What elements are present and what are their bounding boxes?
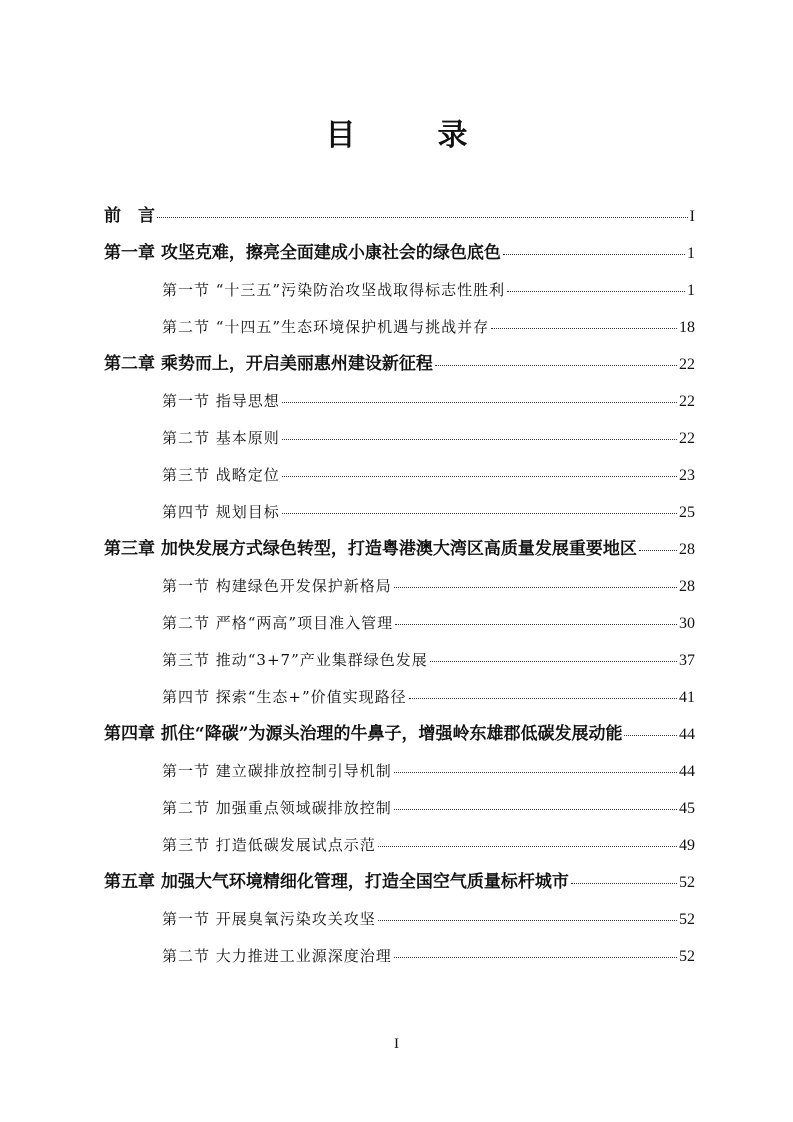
dot-leader	[435, 365, 677, 366]
toc-entry-label: 第一节 指导思想	[162, 392, 280, 410]
dot-leader	[157, 217, 688, 218]
toc-chapter-entry	[104, 531, 695, 568]
toc-section-entry	[104, 901, 695, 938]
toc-entry-page: 1	[687, 282, 695, 299]
toc-section-entry	[104, 272, 695, 309]
toc-section-entry	[104, 494, 695, 531]
toc-entry-label: 第二节 基本原则	[162, 429, 280, 447]
toc-entry-label: 第三节 推动“3+7”产业集群绿色发展	[162, 651, 428, 669]
toc-entry-page: 30	[679, 615, 695, 632]
toc-section-entry	[104, 938, 695, 975]
toc-entry-label: 第四节 探索“生态+”价值实现路径	[162, 688, 407, 706]
toc-entry-page: 45	[679, 800, 695, 817]
toc-entry-label: 第二节 大力推进工业源深度治理	[162, 947, 392, 965]
toc-entry-label: 前 言	[104, 206, 155, 226]
toc-section-entry	[104, 568, 695, 605]
page-title: 目 录	[325, 118, 494, 153]
toc-entry-page: 44	[679, 763, 695, 780]
toc-chapter-entry	[104, 198, 695, 235]
toc-entry-page: 28	[679, 578, 695, 595]
toc-entry-page: 22	[679, 393, 695, 410]
dot-leader	[394, 957, 677, 958]
toc-entry-page: 28	[679, 541, 695, 558]
toc-entry-page: 49	[679, 837, 695, 854]
toc-entry-label: 第二章 乘势而上，开启美丽惠州建设新征程	[104, 354, 433, 374]
toc-entry-label: 第四节 规划目标	[162, 503, 280, 521]
toc-entry-page: 22	[679, 430, 695, 447]
dot-leader	[571, 883, 677, 884]
toc-entry-page: 22	[679, 356, 695, 373]
dot-leader	[394, 587, 677, 588]
toc-entry-label: 第二节 严格“两高”项目准入管理	[162, 614, 394, 632]
toc-entry-label: 第一节 建立碳排放控制引导机制	[162, 762, 392, 780]
toc-section-entry	[104, 420, 695, 457]
dot-leader	[430, 661, 677, 662]
toc-entry-label: 第五章 加强大气环境精细化管理，打造全国空气质量标杆城市	[104, 872, 569, 892]
toc-section-entry	[104, 827, 695, 864]
toc-entry-label: 第二节 加强重点领域碳排放控制	[162, 799, 392, 817]
page-number: I	[394, 1036, 399, 1052]
toc-entry-label: 第三节 打造低碳发展试点示范	[162, 836, 376, 854]
dot-leader	[282, 402, 677, 403]
dot-leader	[624, 735, 677, 736]
toc-section-entry	[104, 642, 695, 679]
dot-leader	[395, 624, 677, 625]
dot-leader	[409, 698, 677, 699]
toc-entry-page: 44	[679, 726, 695, 743]
toc-entry-page: 52	[679, 948, 695, 965]
dot-leader	[639, 550, 677, 551]
toc-chapter-entry	[104, 716, 695, 753]
dot-leader	[282, 439, 677, 440]
toc-entry-page: 52	[679, 874, 695, 891]
toc-entry-page: 41	[679, 689, 695, 706]
toc-entry-page: 37	[679, 652, 695, 669]
toc-section-entry	[104, 309, 695, 346]
toc-section-entry	[104, 383, 695, 420]
dot-leader	[491, 328, 677, 329]
toc-entry-page: 18	[679, 319, 695, 336]
toc-chapter-entry	[104, 864, 695, 901]
dot-leader	[394, 809, 677, 810]
dot-leader	[282, 476, 677, 477]
dot-leader	[507, 291, 685, 292]
toc-entry-label: 第三章 加快发展方式绿色转型，打造粤港澳大湾区高质量发展重要地区	[104, 539, 637, 559]
toc-entry-label: 第一节 构建绿色开发保护新格局	[162, 577, 392, 595]
toc-entry-label: 第一节 开展臭氧污染攻关攻坚	[162, 910, 376, 928]
dot-leader	[394, 772, 677, 773]
toc-entry-page: 25	[679, 504, 695, 521]
toc-section-entry	[104, 457, 695, 494]
toc-entry-label: 第三节 战略定位	[162, 466, 280, 484]
toc-section-entry	[104, 679, 695, 716]
toc-chapter-entry	[104, 346, 695, 383]
toc-section-entry	[104, 753, 695, 790]
dot-leader	[503, 254, 685, 255]
table-of-contents	[104, 198, 695, 975]
toc-entry-page: 1	[687, 245, 695, 262]
toc-entry-label: 第一章 攻坚克难，擦亮全面建成小康社会的绿色底色	[104, 243, 501, 263]
toc-entry-page: 23	[679, 467, 695, 484]
dot-leader	[378, 846, 677, 847]
dot-leader	[282, 513, 677, 514]
toc-chapter-entry	[104, 235, 695, 272]
toc-section-entry	[104, 790, 695, 827]
toc-entry-page: I	[689, 208, 695, 225]
toc-section-entry	[104, 605, 695, 642]
toc-entry-label: 第四章 抓住“降碳”为源头治理的牛鼻子，增强岭东雄郡低碳发展动能	[104, 724, 623, 744]
toc-entry-label: 第一节 “十三五”污染防治攻坚战取得标志性胜利	[162, 281, 506, 299]
dot-leader	[378, 920, 677, 921]
toc-entry-label: 第二节 “十四五”生态环境保护机遇与挑战并存	[162, 318, 490, 336]
toc-entry-page: 52	[679, 911, 695, 928]
